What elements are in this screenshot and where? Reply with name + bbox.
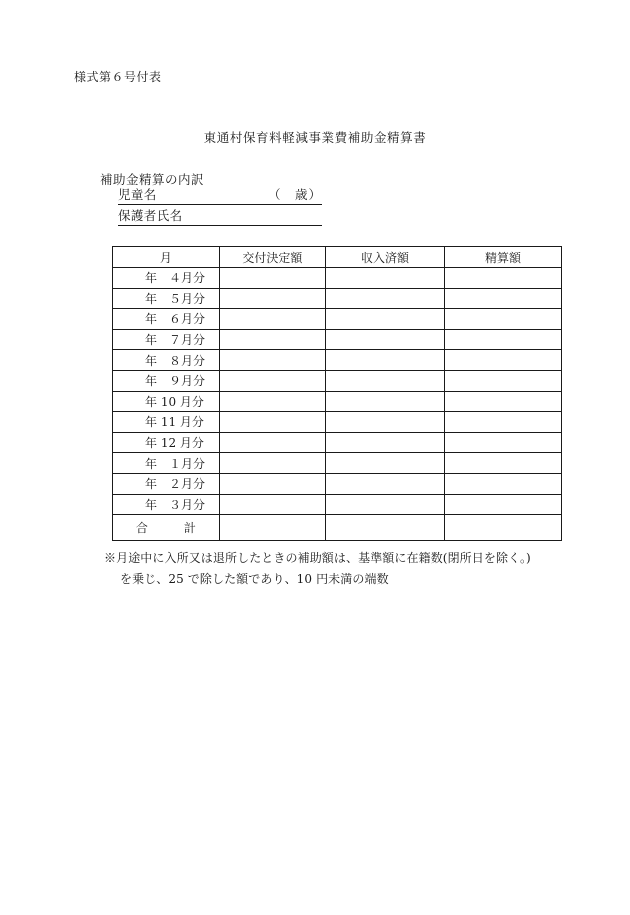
total-settled-amount-cell [444,515,561,541]
decided-amount-cell [219,494,325,515]
settled-amount-cell [444,432,561,453]
settled-amount-cell [444,329,561,350]
settled-amount-cell [444,370,561,391]
decided-amount-cell [219,391,325,412]
decided-amount-cell [219,268,325,289]
decided-amount-cell [219,370,325,391]
header-received-amount: 収入済額 [325,247,444,268]
month-label: 年 10 月分 [113,391,220,412]
decided-amount-cell [219,432,325,453]
table-header-row [113,247,562,268]
table-row [113,309,562,330]
settled-amount-cell [444,494,561,515]
received-amount-cell [325,370,444,391]
decided-amount-cell [219,453,325,474]
table-row [113,494,562,515]
settled-amount-cell [444,288,561,309]
guardian-name-label: 保護者氏名 [118,208,183,223]
table-row [113,288,562,309]
received-amount-cell [325,453,444,474]
decided-amount-cell [219,350,325,371]
decided-amount-cell [219,329,325,350]
month-label: 年 11 月分 [113,412,220,433]
calculation-note [104,548,531,590]
month-label: 年 ８月分 [113,350,220,371]
table-row [113,370,562,391]
received-amount-cell [325,391,444,412]
age-field: （ 歳） [267,187,322,202]
note-line-1: ※月途中に入所又は退所したときの補助額は、基準額に在籍数(閉所日を除く。) [104,551,531,565]
breakdown-heading: 補助金精算の内訳 [100,172,205,187]
month-label: 年 12 月分 [113,432,220,453]
decided-amount-cell [219,309,325,330]
table-row [113,329,562,350]
received-amount-cell [325,268,444,289]
decided-amount-cell [219,473,325,494]
received-amount-cell [325,350,444,371]
total-row [113,515,562,541]
settled-amount-cell [444,309,561,330]
received-amount-cell [325,432,444,453]
month-label: 年 ６月分 [113,309,220,330]
month-label: 年 ４月分 [113,268,220,289]
month-label: 年 ５月分 [113,288,220,309]
month-label: 年 １月分 [113,453,220,474]
settled-amount-cell [444,412,561,433]
header-month: 月 [113,247,220,268]
received-amount-cell [325,473,444,494]
child-name-line [118,186,322,205]
table-row [113,432,562,453]
settled-amount-cell [444,391,561,412]
note-line-2: を乗じ、25 で除した額であり、10 円未満の端数 [120,572,389,586]
received-amount-cell [325,494,444,515]
decided-amount-cell [219,412,325,433]
month-label: 年 ９月分 [113,370,220,391]
table-row [113,391,562,412]
total-decided-amount-cell [219,515,325,541]
header-settled-amount: 精算額 [444,247,561,268]
table-row [113,473,562,494]
received-amount-cell [325,288,444,309]
month-label: 年 ２月分 [113,473,220,494]
table-row [113,350,562,371]
settled-amount-cell [444,268,561,289]
settled-amount-cell [444,473,561,494]
table-row [113,412,562,433]
received-amount-cell [325,412,444,433]
subsidy-settlement-table [112,246,562,541]
settled-amount-cell [444,350,561,371]
table-row [113,268,562,289]
decided-amount-cell [219,288,325,309]
month-label: 年 ７月分 [113,329,220,350]
month-label: 年 ３月分 [113,494,220,515]
guardian-name-line [118,207,322,226]
total-label: 合 計 [113,515,220,541]
settled-amount-cell [444,453,561,474]
header-decided-amount: 交付決定額 [219,247,325,268]
document-title: 東通村保育料軽減事業費補助金精算書 [203,130,427,145]
received-amount-cell [325,329,444,350]
received-amount-cell [325,309,444,330]
child-name-label: 児童名 [118,187,157,202]
form-number: 様式第６号付表 [74,70,162,84]
table-row [113,453,562,474]
total-received-amount-cell [325,515,444,541]
